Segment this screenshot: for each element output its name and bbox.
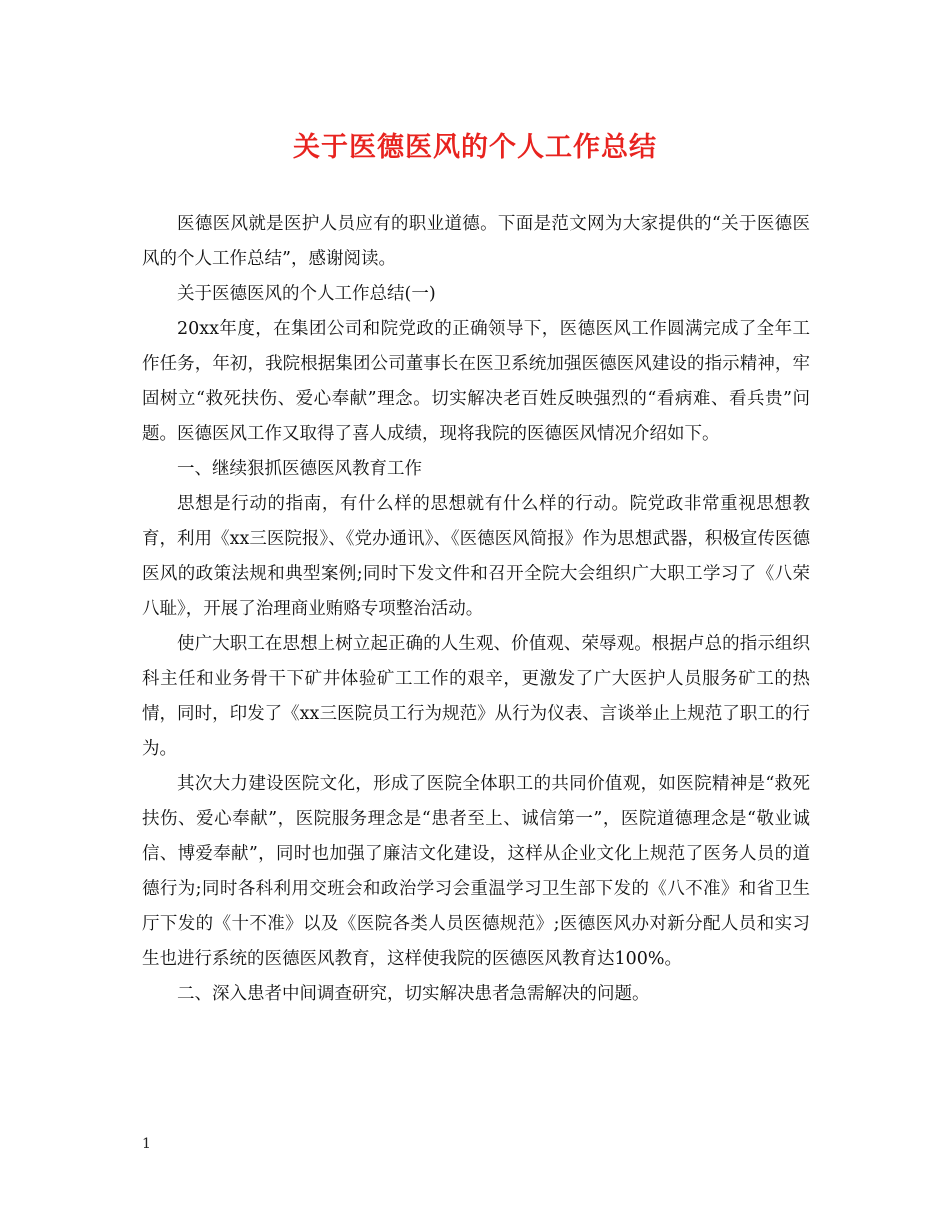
paragraph-heading-one: 一、继续狠抓医德医风教育工作 bbox=[177, 459, 422, 479]
paragraph-intro: 医德医风就是医护人员应有的职业道德。下面是范文网为大家提供的“关于医德医风的个人工作总结”，感谢阅读。 bbox=[142, 214, 810, 269]
document-title: 关于医德医风的个人工作总结 bbox=[293, 132, 657, 163]
document-body bbox=[142, 207, 810, 1012]
paragraph-overview: 20xx年度，在集团公司和院党政的正确领导下，医德医风工作圆满完成了全年工作任务，年初，我院根据集团公司董事长在医卫系统加强医德医风建设的指示精神，牢固树立“救死扶伤、爱心奉献”理念。切实解决老百姓反映强烈的“看病难、看兵贵”问题。医德医风工作又取得了喜人成绩，现将我院的医德医风情况介绍如下。 bbox=[142, 319, 810, 444]
paragraph-section-heading: 关于医德医风的个人工作总结(一) bbox=[177, 284, 436, 304]
paragraph-hospital-culture: 其次大力建设医院文化，形成了医院全体职工的共同价值观，如医院精神是“救死扶伤、爱心奉献”，医院服务理念是“患者至上、诚信第一”，医院道德理念是“敬业诚信、博爱奉献”，同时也加强了廉洁文化建设，这样从企业文化上规范了医务人员的道德行为;同时各科利用交班会和政治学习会重温学习卫生部下发的《八不准》和省卫生厅下发的《十不准》以及《医院各类人员医德规范》;医德医风办对新分配人员和实习生也进行系统的医德医风教育，这样使我院的医德医风教育达100%。 bbox=[142, 774, 810, 969]
paragraph-thought-education: 思想是行动的指南，有什么样的思想就有什么样的行动。院党政非常重视思想教育，利用《xx三医院报》、《党办通讯》、《医德医风简报》作为思想武器，积极宣传医德医风的政策法规和典型案例;同时下发文件和召开全院大会组织广大职工学习了《八荣八耻》，开展了治理商业贿赂专项整治活动。 bbox=[142, 494, 810, 619]
paragraph-worker-values: 使广大职工在思想上树立起正确的人生观、价值观、荣辱观。根据卢总的指示组织科主任和业务骨干下矿井体验矿工工作的艰辛，更激发了广大医护人员服务矿工的热情，同时，印发了《xx三医院员工行为规范》从行为仪表、言谈举止上规范了职工的行为。 bbox=[142, 634, 810, 759]
paragraph-heading-two: 二、深入患者中间调查研究，切实解决患者急需解决的问题。 bbox=[177, 984, 650, 1004]
page-number: 1 bbox=[142, 1136, 151, 1152]
